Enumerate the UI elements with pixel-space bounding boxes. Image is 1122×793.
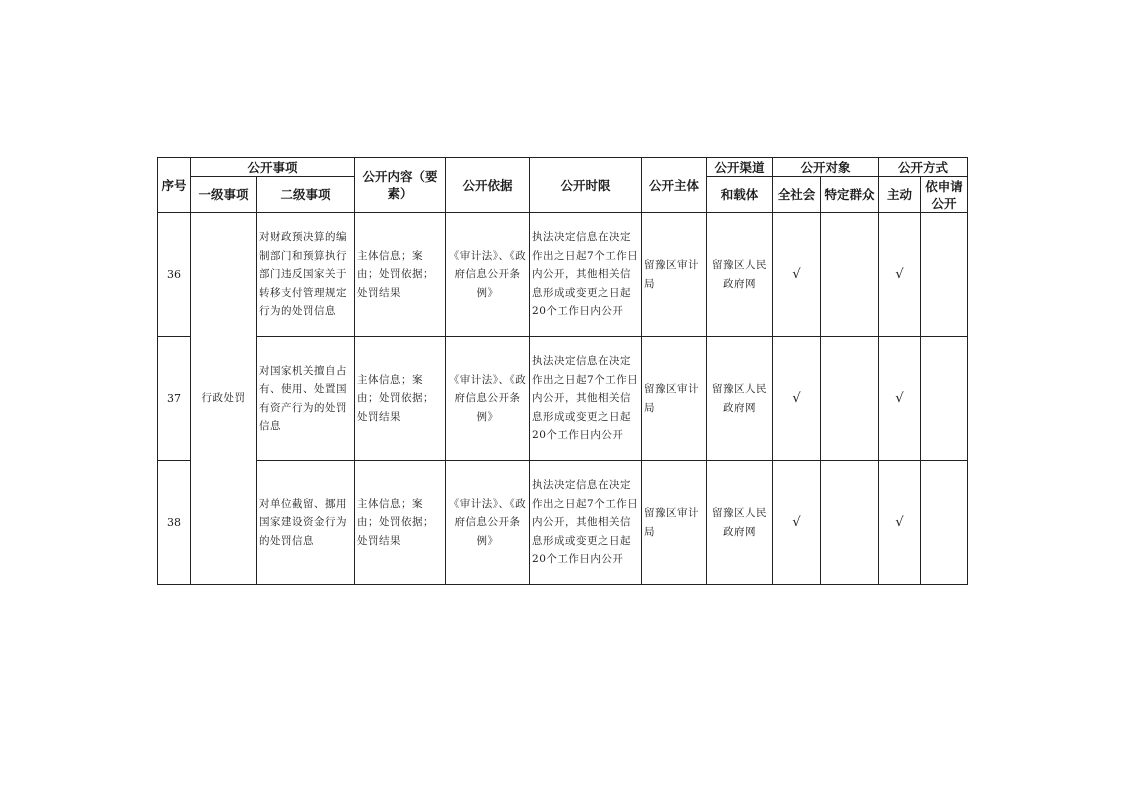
row-method-request-check	[921, 337, 968, 461]
row-subject: 留豫区审计局	[642, 461, 707, 585]
header-channel-top: 公开渠道	[707, 158, 773, 177]
header-time-limit: 公开时限	[530, 158, 642, 213]
row-method-active-check: √	[879, 461, 921, 585]
row-level2: 对国家机关擅自占有、使用、处置国有资产行为的处罚信息	[257, 337, 355, 461]
header-method-request: 依申请公开	[921, 177, 968, 213]
row-time-limit: 执法决定信息在决定作出之日起7个工作日内公开，其他相关信息形成或变更之日起20个工作日内公开	[530, 337, 642, 461]
row-method-active-check: √	[879, 213, 921, 337]
disclosure-table	[157, 157, 968, 585]
row-audience-all-check: √	[773, 461, 821, 585]
header-audience-group: 公开对象	[773, 158, 879, 177]
row-time-limit: 执法决定信息在决定作出之日起7个工作日内公开，其他相关信息形成或变更之日起20个工作日内公开	[530, 461, 642, 585]
header-level2: 二级事项	[257, 177, 355, 213]
header-seq: 序号	[158, 158, 191, 213]
row-audience-specific-check	[821, 213, 879, 337]
row-basis: 《审计法》、《政府信息公开条例》	[446, 213, 530, 337]
header-item-group: 公开事项	[191, 158, 355, 177]
row-level2: 对财政预决算的编制部门和预算执行部门违反国家关于转移支付管理规定行为的处罚信息	[257, 213, 355, 337]
header-subject: 公开主体	[642, 158, 707, 213]
row-seq: 37	[158, 337, 191, 461]
header-level1: 一级事项	[191, 177, 257, 213]
table-row	[158, 461, 968, 585]
row-basis: 《审计法》、《政府信息公开条例》	[446, 461, 530, 585]
row-basis: 《审计法》、《政府信息公开条例》	[446, 337, 530, 461]
row-content: 主体信息；案由；处罚依据；处罚结果	[355, 337, 446, 461]
row-seq: 38	[158, 461, 191, 585]
row-audience-all-check: √	[773, 337, 821, 461]
row-content: 主体信息；案由；处罚依据；处罚结果	[355, 461, 446, 585]
header-basis: 公开依据	[446, 158, 530, 213]
header-audience-specific: 特定群众	[821, 177, 879, 213]
header-channel-bottom: 和载体	[707, 177, 773, 213]
row-method-request-check	[921, 213, 968, 337]
level1-item: 行政处罚	[191, 213, 257, 585]
table-row	[158, 213, 968, 337]
row-channel: 留豫区人民政府网	[707, 461, 773, 585]
row-audience-specific-check	[821, 337, 879, 461]
row-level2: 对单位截留、挪用国家建设资金行为的处罚信息	[257, 461, 355, 585]
row-channel: 留豫区人民政府网	[707, 213, 773, 337]
row-time-limit: 执法决定信息在决定作出之日起7个工作日内公开，其他相关信息形成或变更之日起20个工作日内公开	[530, 213, 642, 337]
header-row-1	[158, 158, 968, 177]
table-row	[158, 337, 968, 461]
header-method-group: 公开方式	[879, 158, 968, 177]
row-method-active-check: √	[879, 337, 921, 461]
row-audience-all-check: √	[773, 213, 821, 337]
row-subject: 留豫区审计局	[642, 337, 707, 461]
row-method-request-check	[921, 461, 968, 585]
row-content: 主体信息；案由；处罚依据；处罚结果	[355, 213, 446, 337]
row-channel: 留豫区人民政府网	[707, 337, 773, 461]
row-subject: 留豫区审计局	[642, 213, 707, 337]
row-seq: 36	[158, 213, 191, 337]
header-content: 公开内容（要素）	[355, 158, 446, 213]
row-audience-specific-check	[821, 461, 879, 585]
header-method-active: 主动	[879, 177, 921, 213]
header-audience-all: 全社会	[773, 177, 821, 213]
